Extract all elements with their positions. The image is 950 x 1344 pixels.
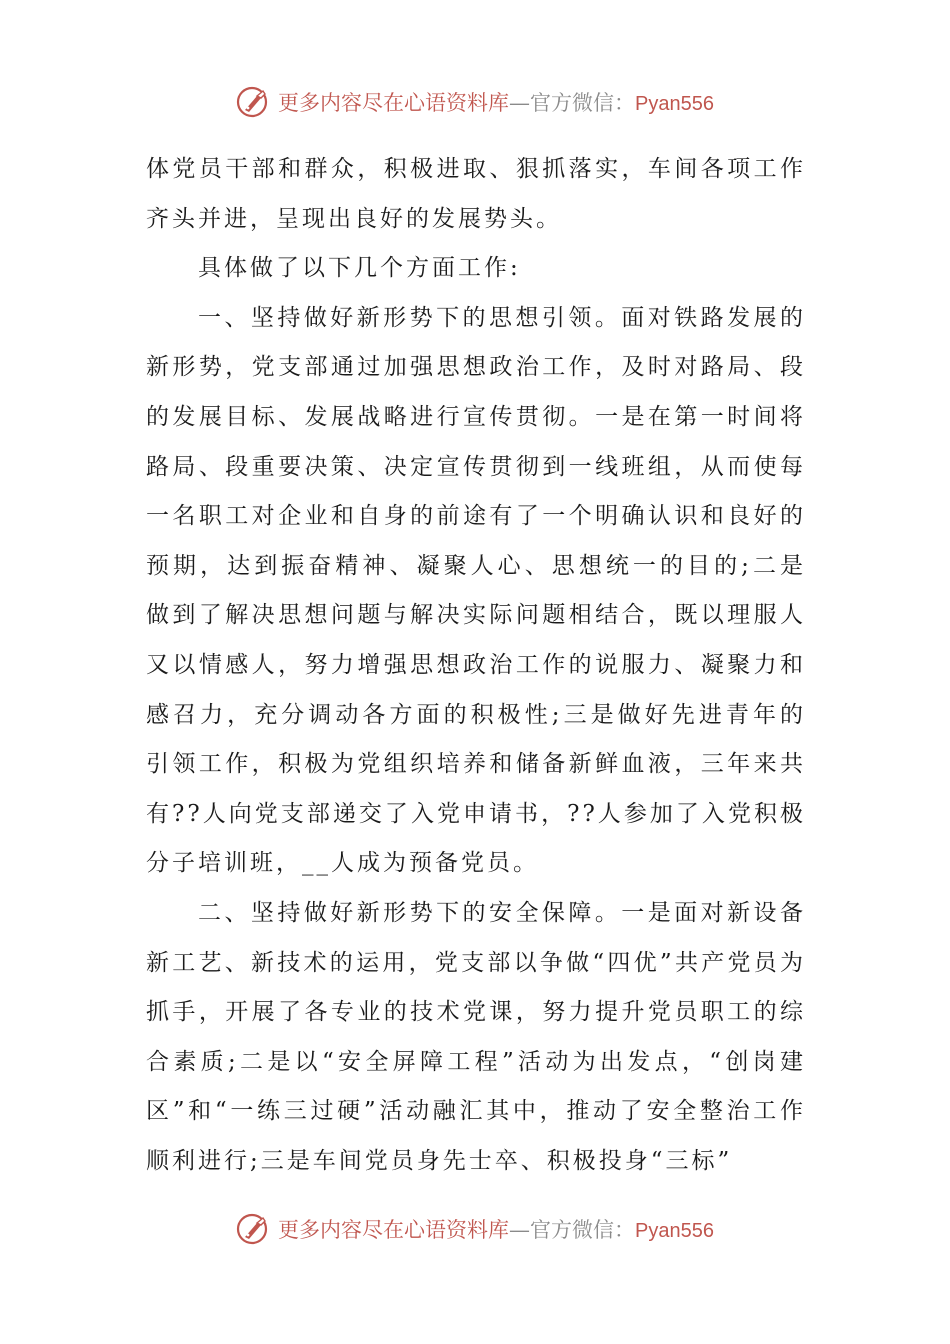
document-body [146,145,806,1186]
paragraph-section-one: 一、坚持做好新形势下的思想引领。面对铁路发展的新形势，党支部通过加强思想政治工作，及时对路局、段的发展目标、发展战略进行宣传贯彻。一是在第一时间将路局、段重要决策、决定宣传贯彻到一线班组，从而使每一名职工对企业和自身的前途有了一个明确认识和良好的预期，达到振奋精神、凝聚人心、思想统一的目的;二是做到了解决思想问题与解决实际问题相结合，既以理服人又以情感人，努力增强思想政治工作的说服力、凝聚力和感召力，充分调动各方面的积极性;三是做好先进青年的引领工作，积极为党组织培养和储备新鲜血液，三年来共有??人向党支部递交了入党申请书，??人参加了入党积极分子培训班，__人成为预备党员。 [146,304,806,877]
paragraph-section-two: 二、坚持做好新形势下的安全保障。一是面对新设备新工艺、新技术的运用，党支部以争做“四优”共产党员为抓手，开展了各专业的技术党课，努力提升党员职工的综合素质;二是以“安全屏障工程”活动为出发点，“创岗建区”和“一练三过硬”活动融汇其中，推动了安全整治工作顺利进行;三是车间党员身先士卒、积极投身“三标” [146,899,806,1174]
header-banner [0,82,950,122]
footer-banner-main-text: 更多内容尽在心语资料库 [278,1218,510,1242]
footer-banner [0,1209,950,1249]
pen-nib-logo-icon [236,1212,270,1246]
header-banner-wechat-label: 官方微信： [530,91,636,115]
paragraph-intro: 具体做了以下几个方面工作: [198,255,521,282]
header-banner-separator: — [509,91,531,115]
footer-banner-wechat-id: Pyan556 [635,1220,714,1242]
pen-nib-logo-icon [236,85,270,119]
paragraph-continuation: 体党员干部和群众，积极进取、狠抓落实，车间各项工作齐头并进，呈现出良好的发展势头。 [146,156,806,232]
footer-banner-separator: — [509,1218,531,1242]
header-banner-wechat-id: Pyan556 [635,93,714,115]
header-banner-text [278,87,714,117]
header-banner-main-text: 更多内容尽在心语资料库 [278,91,510,115]
footer-banner-wechat-label: 官方微信： [530,1218,636,1242]
footer-banner-text [278,1214,714,1244]
